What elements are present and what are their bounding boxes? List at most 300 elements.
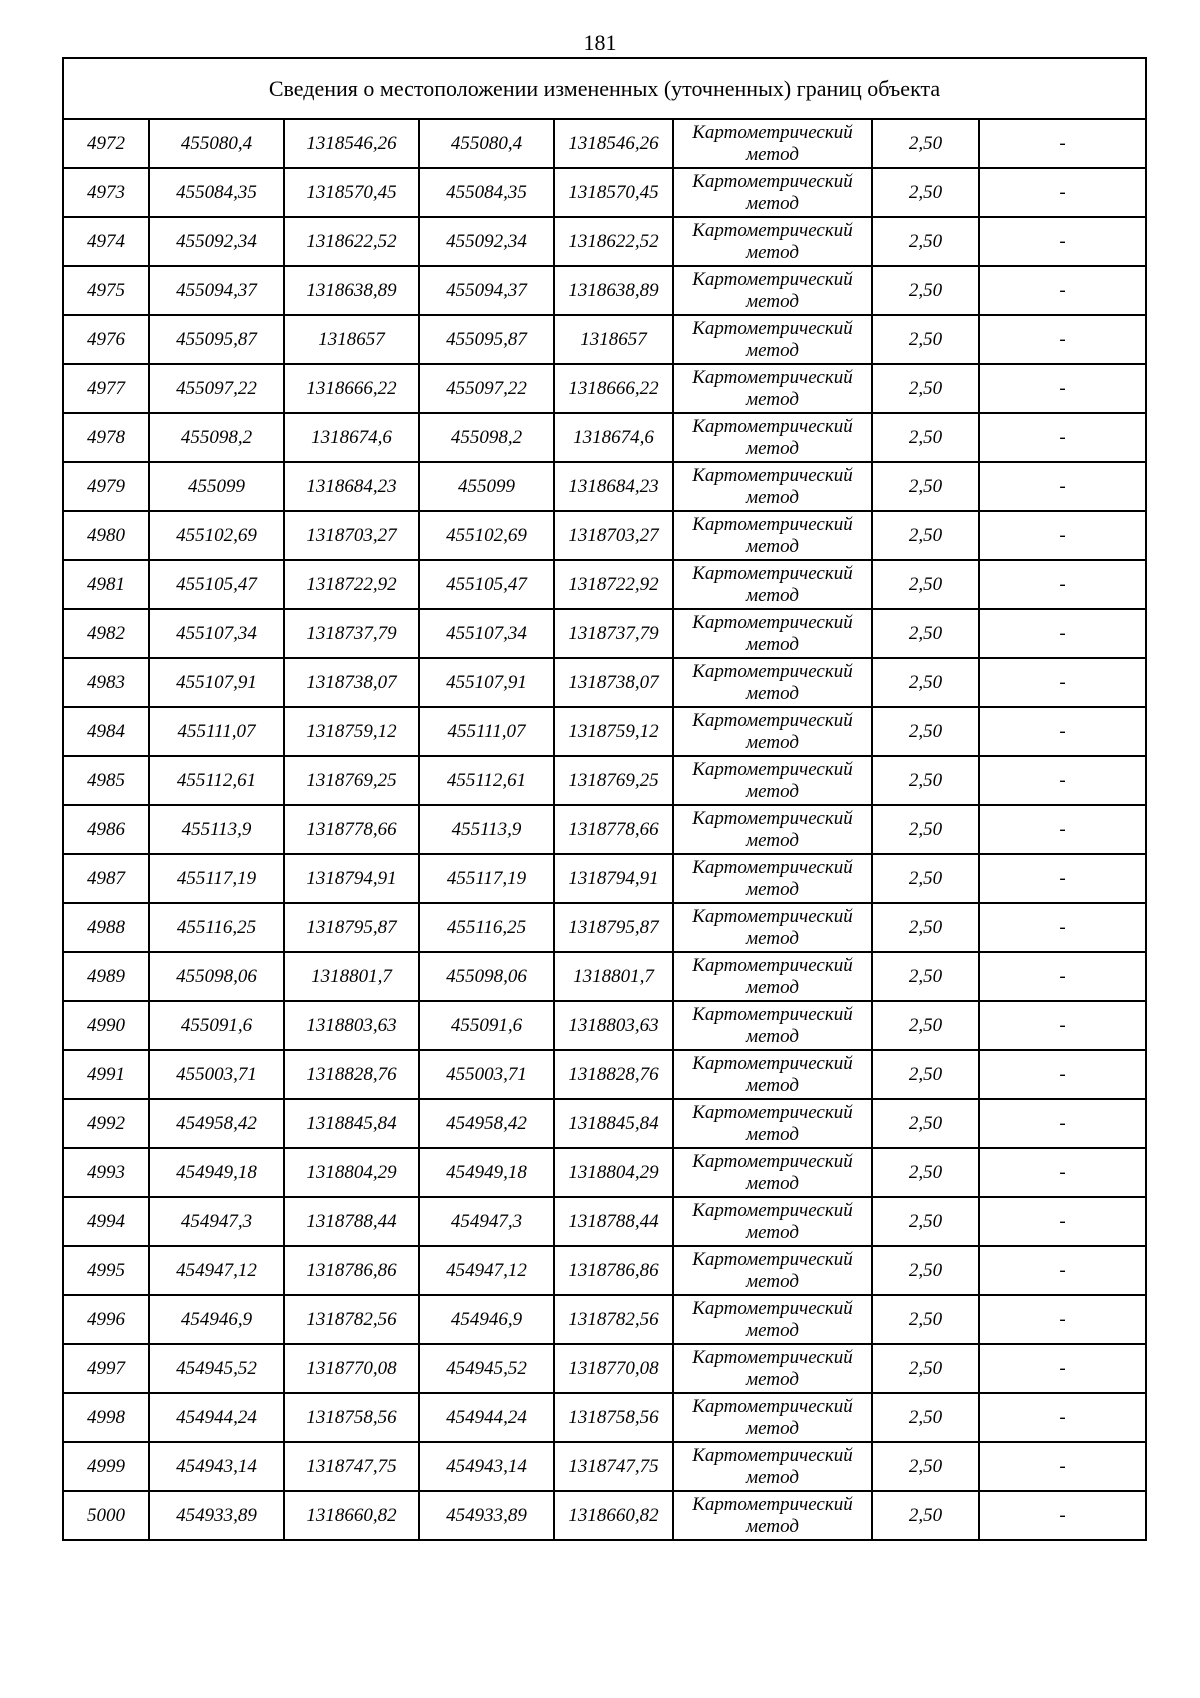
method-line-2: метод: [746, 1515, 799, 1537]
method-line-2: метод: [746, 829, 799, 851]
point-number-cell: 4996: [63, 1295, 149, 1344]
existing-x-cell: 455117,19: [149, 854, 284, 903]
method-cell: [673, 952, 872, 1001]
table-row: [63, 1148, 1146, 1197]
table-title-row: [63, 58, 1146, 119]
existing-x-cell: 455098,2: [149, 413, 284, 462]
existing-y-cell: 1318759,12: [284, 707, 419, 756]
method-line-2: метод: [746, 192, 799, 214]
point-number-cell: 4976: [63, 315, 149, 364]
refined-y-cell: 1318546,26: [554, 119, 673, 168]
method-line-2: метод: [746, 731, 799, 753]
accuracy-cell: 2,50: [872, 1099, 979, 1148]
existing-y-cell: 1318801,7: [284, 952, 419, 1001]
existing-x-cell: 455102,69: [149, 511, 284, 560]
table-body: [63, 58, 1146, 1540]
existing-y-cell: 1318845,84: [284, 1099, 419, 1148]
table-row: [63, 560, 1146, 609]
existing-x-cell: 455111,07: [149, 707, 284, 756]
accuracy-cell: 2,50: [872, 511, 979, 560]
table-row: [63, 462, 1146, 511]
refined-x-cell: 455107,91: [419, 658, 554, 707]
method-line-2: метод: [746, 976, 799, 998]
method-line-1: Картометрический: [692, 1199, 853, 1221]
point-number-cell: 4999: [63, 1442, 149, 1491]
refined-x-cell: 455113,9: [419, 805, 554, 854]
method-line-2: метод: [746, 1417, 799, 1439]
note-cell: -: [979, 658, 1146, 707]
method-line-1: Картометрический: [692, 366, 853, 388]
refined-y-cell: 1318795,87: [554, 903, 673, 952]
point-number-cell: 4983: [63, 658, 149, 707]
method-line-1: Картометрический: [692, 513, 853, 535]
note-cell: -: [979, 1491, 1146, 1540]
method-cell: [673, 756, 872, 805]
table-row: [63, 1197, 1146, 1246]
method-cell: [673, 1442, 872, 1491]
existing-x-cell: 455113,9: [149, 805, 284, 854]
refined-x-cell: 455095,87: [419, 315, 554, 364]
note-cell: -: [979, 1295, 1146, 1344]
note-cell: -: [979, 756, 1146, 805]
method-line-2: метод: [746, 780, 799, 802]
table-row: [63, 756, 1146, 805]
method-line-2: метод: [746, 1172, 799, 1194]
point-number-cell: 4987: [63, 854, 149, 903]
method-cell: [673, 1344, 872, 1393]
point-number-cell: 4984: [63, 707, 149, 756]
note-cell: -: [979, 1197, 1146, 1246]
refined-y-cell: 1318622,52: [554, 217, 673, 266]
accuracy-cell: 2,50: [872, 266, 979, 315]
method-line-2: метод: [746, 1074, 799, 1096]
refined-x-cell: 454949,18: [419, 1148, 554, 1197]
boundary-coordinates-table: [62, 57, 1147, 1541]
accuracy-cell: 2,50: [872, 952, 979, 1001]
point-number-cell: 4982: [63, 609, 149, 658]
accuracy-cell: 2,50: [872, 119, 979, 168]
method-line-1: Картометрический: [692, 1493, 853, 1515]
table-row: [63, 413, 1146, 462]
note-cell: -: [979, 854, 1146, 903]
method-line-2: метод: [746, 682, 799, 704]
existing-y-cell: 1318747,75: [284, 1442, 419, 1491]
table-row: [63, 364, 1146, 413]
method-line-2: метод: [746, 1221, 799, 1243]
table-row: [63, 217, 1146, 266]
refined-y-cell: 1318747,75: [554, 1442, 673, 1491]
note-cell: -: [979, 266, 1146, 315]
existing-x-cell: 454943,14: [149, 1442, 284, 1491]
refined-x-cell: 455003,71: [419, 1050, 554, 1099]
accuracy-cell: 2,50: [872, 1001, 979, 1050]
method-cell: [673, 658, 872, 707]
accuracy-cell: 2,50: [872, 1197, 979, 1246]
method-line-1: Картометрический: [692, 1395, 853, 1417]
refined-x-cell: 454943,14: [419, 1442, 554, 1491]
method-line-1: Картометрический: [692, 1444, 853, 1466]
existing-y-cell: 1318737,79: [284, 609, 419, 658]
existing-x-cell: 454949,18: [149, 1148, 284, 1197]
refined-y-cell: 1318845,84: [554, 1099, 673, 1148]
point-number-cell: 4997: [63, 1344, 149, 1393]
table-row: [63, 511, 1146, 560]
refined-x-cell: 455117,19: [419, 854, 554, 903]
method-line-1: Картометрический: [692, 317, 853, 339]
table-row: [63, 315, 1146, 364]
point-number-cell: 4989: [63, 952, 149, 1001]
method-line-2: метод: [746, 388, 799, 410]
accuracy-cell: 2,50: [872, 1050, 979, 1099]
point-number-cell: 4988: [63, 903, 149, 952]
accuracy-cell: 2,50: [872, 560, 979, 609]
method-cell: [673, 805, 872, 854]
method-cell: [673, 903, 872, 952]
method-line-1: Картометрический: [692, 807, 853, 829]
point-number-cell: 4990: [63, 1001, 149, 1050]
method-cell: [673, 1001, 872, 1050]
refined-x-cell: 455080,4: [419, 119, 554, 168]
existing-y-cell: 1318638,89: [284, 266, 419, 315]
point-number-cell: 4978: [63, 413, 149, 462]
refined-y-cell: 1318801,7: [554, 952, 673, 1001]
point-number-cell: 4972: [63, 119, 149, 168]
refined-y-cell: 1318786,86: [554, 1246, 673, 1295]
refined-x-cell: 454933,89: [419, 1491, 554, 1540]
table-row: [63, 903, 1146, 952]
refined-x-cell: 455098,2: [419, 413, 554, 462]
method-cell: [673, 707, 872, 756]
existing-y-cell: 1318546,26: [284, 119, 419, 168]
accuracy-cell: 2,50: [872, 462, 979, 511]
table-row: [63, 1344, 1146, 1393]
accuracy-cell: 2,50: [872, 658, 979, 707]
point-number-cell: 4998: [63, 1393, 149, 1442]
method-cell: [673, 217, 872, 266]
method-line-1: Картометрический: [692, 1052, 853, 1074]
refined-y-cell: 1318738,07: [554, 658, 673, 707]
method-cell: [673, 1491, 872, 1540]
existing-y-cell: 1318570,45: [284, 168, 419, 217]
existing-x-cell: 455099: [149, 462, 284, 511]
point-number-cell: 4974: [63, 217, 149, 266]
method-line-2: метод: [746, 1466, 799, 1488]
note-cell: -: [979, 511, 1146, 560]
method-line-1: Картометрический: [692, 464, 853, 486]
table-row: [63, 1001, 1146, 1050]
table-row: [63, 1393, 1146, 1442]
existing-x-cell: 455095,87: [149, 315, 284, 364]
method-cell: [673, 1197, 872, 1246]
note-cell: -: [979, 952, 1146, 1001]
point-number-cell: 4993: [63, 1148, 149, 1197]
method-line-2: метод: [746, 339, 799, 361]
table-row: [63, 266, 1146, 315]
refined-x-cell: 454946,9: [419, 1295, 554, 1344]
note-cell: -: [979, 119, 1146, 168]
point-number-cell: 4975: [63, 266, 149, 315]
existing-y-cell: 1318794,91: [284, 854, 419, 903]
table-row: [63, 168, 1146, 217]
existing-y-cell: 1318657: [284, 315, 419, 364]
refined-y-cell: 1318657: [554, 315, 673, 364]
refined-x-cell: 454958,42: [419, 1099, 554, 1148]
table-row: [63, 707, 1146, 756]
method-cell: [673, 1246, 872, 1295]
method-line-2: метод: [746, 241, 799, 263]
refined-x-cell: 455102,69: [419, 511, 554, 560]
refined-x-cell: 455116,25: [419, 903, 554, 952]
point-number-cell: 4973: [63, 168, 149, 217]
existing-y-cell: 1318758,56: [284, 1393, 419, 1442]
refined-x-cell: 455111,07: [419, 707, 554, 756]
refined-y-cell: 1318788,44: [554, 1197, 673, 1246]
refined-x-cell: 455097,22: [419, 364, 554, 413]
method-line-1: Картометрический: [692, 1346, 853, 1368]
note-cell: -: [979, 1246, 1146, 1295]
refined-y-cell: 1318722,92: [554, 560, 673, 609]
table-row: [63, 119, 1146, 168]
existing-x-cell: 455097,22: [149, 364, 284, 413]
existing-y-cell: 1318666,22: [284, 364, 419, 413]
existing-y-cell: 1318788,44: [284, 1197, 419, 1246]
method-line-2: метод: [746, 1368, 799, 1390]
existing-y-cell: 1318804,29: [284, 1148, 419, 1197]
existing-x-cell: 455003,71: [149, 1050, 284, 1099]
note-cell: -: [979, 903, 1146, 952]
existing-y-cell: 1318660,82: [284, 1491, 419, 1540]
method-line-2: метод: [746, 290, 799, 312]
existing-x-cell: 454933,89: [149, 1491, 284, 1540]
method-line-2: метод: [746, 1319, 799, 1341]
method-cell: [673, 609, 872, 658]
method-line-1: Картометрический: [692, 170, 853, 192]
note-cell: -: [979, 168, 1146, 217]
existing-x-cell: 455116,25: [149, 903, 284, 952]
method-line-1: Картометрический: [692, 611, 853, 633]
refined-y-cell: 1318570,45: [554, 168, 673, 217]
existing-x-cell: 455105,47: [149, 560, 284, 609]
note-cell: -: [979, 805, 1146, 854]
note-cell: -: [979, 217, 1146, 266]
accuracy-cell: 2,50: [872, 168, 979, 217]
accuracy-cell: 2,50: [872, 805, 979, 854]
method-line-2: метод: [746, 437, 799, 459]
accuracy-cell: 2,50: [872, 364, 979, 413]
refined-y-cell: 1318737,79: [554, 609, 673, 658]
method-cell: [673, 462, 872, 511]
method-line-1: Картометрический: [692, 905, 853, 927]
method-cell: [673, 1050, 872, 1099]
table-title: Сведения о местоположении измененных (уточненных) границ объекта: [63, 58, 1146, 119]
table-row: [63, 1050, 1146, 1099]
method-line-1: Картометрический: [692, 121, 853, 143]
refined-y-cell: 1318674,6: [554, 413, 673, 462]
accuracy-cell: 2,50: [872, 903, 979, 952]
refined-x-cell: 455092,34: [419, 217, 554, 266]
existing-x-cell: 455098,06: [149, 952, 284, 1001]
existing-x-cell: 455107,34: [149, 609, 284, 658]
method-line-2: метод: [746, 535, 799, 557]
refined-y-cell: 1318666,22: [554, 364, 673, 413]
refined-y-cell: 1318660,82: [554, 1491, 673, 1540]
point-number-cell: 4980: [63, 511, 149, 560]
existing-y-cell: 1318795,87: [284, 903, 419, 952]
method-line-1: Картометрический: [692, 758, 853, 780]
method-line-1: Картометрический: [692, 1003, 853, 1025]
existing-y-cell: 1318786,86: [284, 1246, 419, 1295]
accuracy-cell: 2,50: [872, 413, 979, 462]
existing-x-cell: 455112,61: [149, 756, 284, 805]
existing-y-cell: 1318684,23: [284, 462, 419, 511]
method-line-1: Картометрический: [692, 219, 853, 241]
refined-x-cell: 455098,06: [419, 952, 554, 1001]
refined-x-cell: 455107,34: [419, 609, 554, 658]
accuracy-cell: 2,50: [872, 609, 979, 658]
accuracy-cell: 2,50: [872, 1344, 979, 1393]
existing-y-cell: 1318674,6: [284, 413, 419, 462]
note-cell: -: [979, 315, 1146, 364]
method-line-1: Картометрический: [692, 1150, 853, 1172]
refined-y-cell: 1318828,76: [554, 1050, 673, 1099]
method-line-1: Картометрический: [692, 660, 853, 682]
existing-y-cell: 1318770,08: [284, 1344, 419, 1393]
existing-y-cell: 1318782,56: [284, 1295, 419, 1344]
existing-y-cell: 1318828,76: [284, 1050, 419, 1099]
note-cell: -: [979, 1148, 1146, 1197]
method-cell: [673, 1295, 872, 1344]
note-cell: -: [979, 364, 1146, 413]
accuracy-cell: 2,50: [872, 854, 979, 903]
method-cell: [673, 854, 872, 903]
existing-y-cell: 1318622,52: [284, 217, 419, 266]
method-line-2: метод: [746, 1025, 799, 1047]
point-number-cell: 4995: [63, 1246, 149, 1295]
existing-x-cell: 454946,9: [149, 1295, 284, 1344]
method-line-1: Картометрический: [692, 856, 853, 878]
existing-x-cell: 454945,52: [149, 1344, 284, 1393]
method-line-1: Картометрический: [692, 268, 853, 290]
note-cell: -: [979, 1099, 1146, 1148]
note-cell: -: [979, 560, 1146, 609]
refined-y-cell: 1318794,91: [554, 854, 673, 903]
existing-x-cell: 455107,91: [149, 658, 284, 707]
existing-x-cell: 454958,42: [149, 1099, 284, 1148]
table-row: [63, 1442, 1146, 1491]
method-cell: [673, 168, 872, 217]
method-line-2: метод: [746, 584, 799, 606]
method-line-1: Картометрический: [692, 954, 853, 976]
accuracy-cell: 2,50: [872, 1442, 979, 1491]
note-cell: -: [979, 609, 1146, 658]
method-cell: [673, 560, 872, 609]
existing-y-cell: 1318803,63: [284, 1001, 419, 1050]
existing-x-cell: 455092,34: [149, 217, 284, 266]
note-cell: -: [979, 1001, 1146, 1050]
refined-y-cell: 1318759,12: [554, 707, 673, 756]
refined-y-cell: 1318638,89: [554, 266, 673, 315]
method-cell: [673, 315, 872, 364]
existing-y-cell: 1318703,27: [284, 511, 419, 560]
existing-y-cell: 1318722,92: [284, 560, 419, 609]
method-line-1: Картометрический: [692, 415, 853, 437]
existing-x-cell: 454944,24: [149, 1393, 284, 1442]
method-cell: [673, 511, 872, 560]
refined-y-cell: 1318778,66: [554, 805, 673, 854]
refined-y-cell: 1318803,63: [554, 1001, 673, 1050]
refined-x-cell: 455091,6: [419, 1001, 554, 1050]
method-cell: [673, 1148, 872, 1197]
existing-x-cell: 454947,12: [149, 1246, 284, 1295]
method-cell: [673, 1393, 872, 1442]
method-cell: [673, 266, 872, 315]
note-cell: -: [979, 1050, 1146, 1099]
point-number-cell: 4981: [63, 560, 149, 609]
refined-x-cell: 455112,61: [419, 756, 554, 805]
point-number-cell: 4991: [63, 1050, 149, 1099]
refined-x-cell: 454947,3: [419, 1197, 554, 1246]
method-line-2: метод: [746, 878, 799, 900]
table-row: [63, 805, 1146, 854]
point-number-cell: 4992: [63, 1099, 149, 1148]
note-cell: -: [979, 1393, 1146, 1442]
method-line-1: Картометрический: [692, 709, 853, 731]
refined-x-cell: 455099: [419, 462, 554, 511]
table-row: [63, 854, 1146, 903]
point-number-cell: 4994: [63, 1197, 149, 1246]
table-row: [63, 1099, 1146, 1148]
refined-y-cell: 1318804,29: [554, 1148, 673, 1197]
point-number-cell: 4979: [63, 462, 149, 511]
existing-x-cell: 455084,35: [149, 168, 284, 217]
table-row: [63, 609, 1146, 658]
point-number-cell: 4986: [63, 805, 149, 854]
refined-x-cell: 454947,12: [419, 1246, 554, 1295]
method-cell: [673, 119, 872, 168]
method-line-1: Картометрический: [692, 1101, 853, 1123]
method-line-1: Картометрический: [692, 1297, 853, 1319]
accuracy-cell: 2,50: [872, 707, 979, 756]
note-cell: -: [979, 707, 1146, 756]
method-line-2: метод: [746, 927, 799, 949]
note-cell: -: [979, 1344, 1146, 1393]
table-row: [63, 1491, 1146, 1540]
note-cell: -: [979, 462, 1146, 511]
existing-y-cell: 1318738,07: [284, 658, 419, 707]
point-number-cell: 5000: [63, 1491, 149, 1540]
existing-x-cell: 455094,37: [149, 266, 284, 315]
table-row: [63, 1246, 1146, 1295]
point-number-cell: 4977: [63, 364, 149, 413]
accuracy-cell: 2,50: [872, 1246, 979, 1295]
refined-y-cell: 1318703,27: [554, 511, 673, 560]
note-cell: -: [979, 1442, 1146, 1491]
method-line-2: метод: [746, 143, 799, 165]
refined-x-cell: 455084,35: [419, 168, 554, 217]
table-row: [63, 1295, 1146, 1344]
refined-y-cell: 1318758,56: [554, 1393, 673, 1442]
refined-x-cell: 454944,24: [419, 1393, 554, 1442]
existing-x-cell: 454947,3: [149, 1197, 284, 1246]
method-line-2: метод: [746, 1270, 799, 1292]
point-number-cell: 4985: [63, 756, 149, 805]
refined-x-cell: 455105,47: [419, 560, 554, 609]
refined-y-cell: 1318684,23: [554, 462, 673, 511]
method-line-1: Картометрический: [692, 1248, 853, 1270]
method-line-1: Картометрический: [692, 562, 853, 584]
refined-y-cell: 1318782,56: [554, 1295, 673, 1344]
method-line-2: метод: [746, 1123, 799, 1145]
